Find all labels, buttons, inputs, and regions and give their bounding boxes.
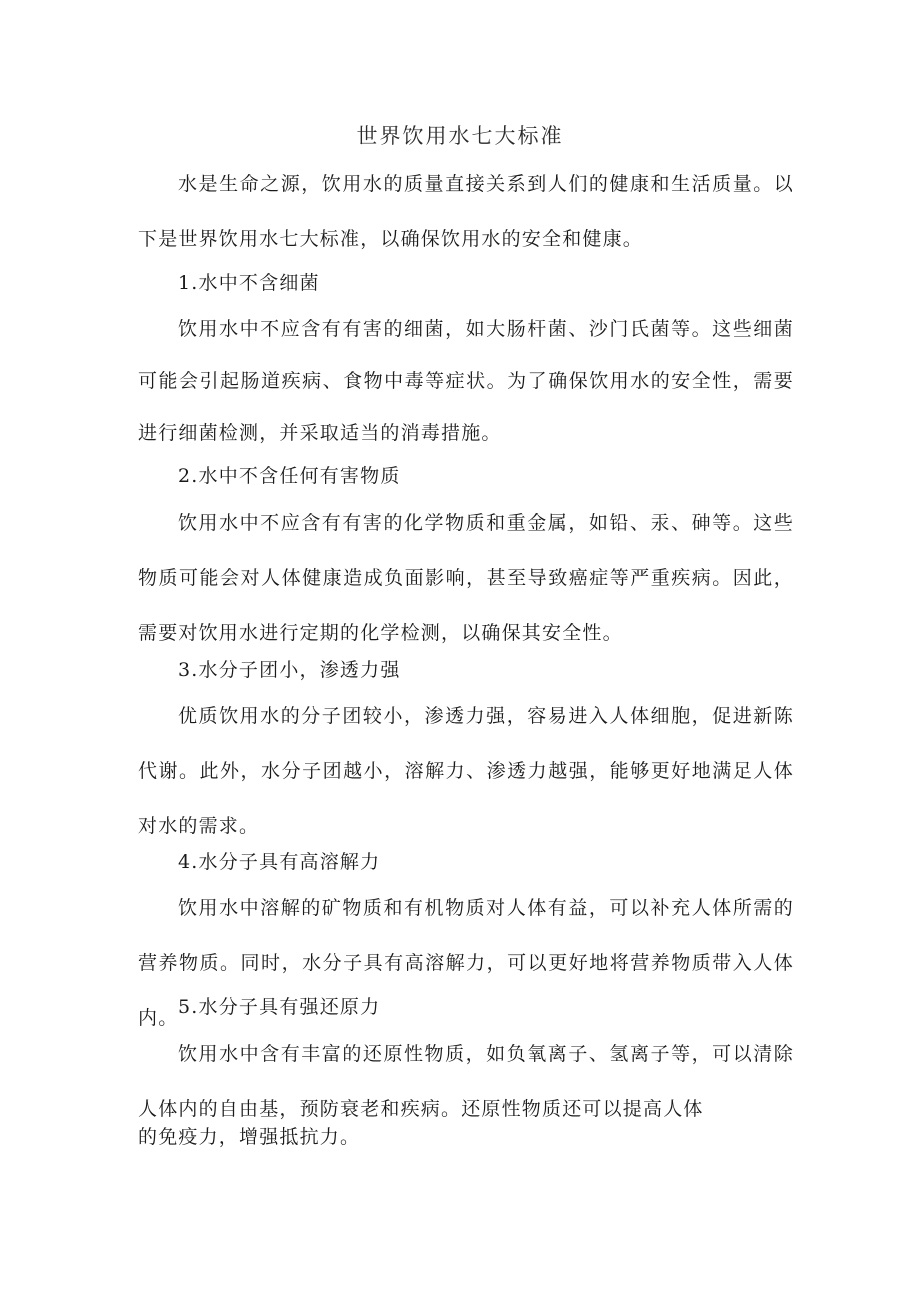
section-3-body: 优质饮用水的分子团较小，渗透力强，容易进入人体细胞，促进新陈代谢。此外，水分子团越小，溶解力、渗透力越强，能够更好地满足人体对水的需求。 [138, 705, 794, 837]
section-4-body: 饮用水中溶解的矿物质和有机物质对人体有益，可以补充人体所需的营养物质。同时，水分子具有高溶解力，可以更好地将营养物质带入人体内。 [138, 897, 794, 1029]
section-2-heading: 2.水中不含任何有害物质 [178, 465, 401, 487]
section-2-body: 饮用水中不应含有有害的化学物质和重金属，如铅、汞、砷等。这些物质可能会对人体健康造成负面影响，甚至导致癌症等严重疾病。因此，需要对饮用水进行定期的化学检测，以确保其安全性。 [138, 512, 794, 644]
section-4-heading: 4.水分子具有高溶解力 [178, 851, 381, 873]
section-5-body-continued: 的免疫力，增强抵抗力。 [138, 1126, 361, 1148]
section-5-heading: 5.水分子具有强还原力 [178, 996, 381, 1018]
section-1-heading: 1.水中不含细菌 [178, 272, 320, 294]
section-1-body: 饮用水中不应含有有害的细菌，如大肠杆菌、沙门氏菌等。这些细菌可能会引起肠道疾病、食物中毒等症状。为了确保饮用水的安全性，需要进行细菌检测，并采取适当的消毒措施。 [138, 318, 794, 444]
section-3-heading: 3.水分子团小，渗透力强 [178, 659, 401, 681]
document-title: 世界饮用水七大标准 [356, 124, 564, 148]
intro-paragraph: 水是生命之源，饮用水的质量直接关系到人们的健康和生活质量。以下是世界饮用水七大标准，以确保饮用水的安全和健康。 [138, 173, 794, 250]
section-5-body: 饮用水中含有丰富的还原性物质，如负氧离子、氢离子等，可以清除人体内的自由基，预防衰老和疾病。还原性物质还可以提高人体 [138, 1043, 794, 1120]
